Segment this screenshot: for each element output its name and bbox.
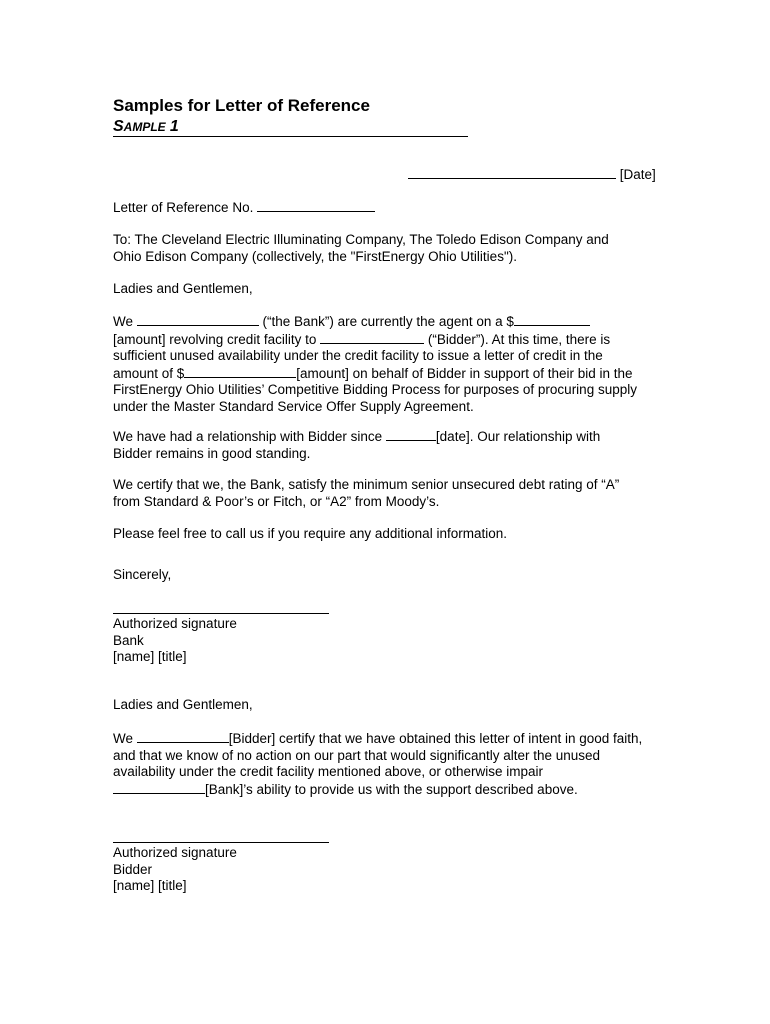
date-field: [Date] [408, 166, 656, 183]
salutation-bidder: Ladies and Gentlemen, [113, 697, 253, 712]
closing: Sincerely, [113, 567, 172, 582]
bidder-paragraph: We [Bidder] certify that we have obtained this letter of intent in good faith, and that we know of no action on our part that would significantly alter the unused availability under the credit facility mentioned above, or otherwise impair [Bank]’s ability to provide us with the support described above. [113, 731, 643, 797]
bidder-signature-line [113, 842, 329, 843]
bidder-signature-block: Authorized signature Bidder [name] [title] [113, 845, 237, 893]
addressee-block: To: The Cleveland Electric Illuminating Company, The Toledo Edison Company and Ohio Edison Company (collectively, the "FirstEnergy Ohio Utilities"). [113, 232, 609, 264]
reference-number-blank [257, 199, 375, 212]
rating-paragraph: We certify that we, the Bank, satisfy the minimum senior unsecured debt rating of “A” from Standard & Poor’s or Fitch, or “A2” from Moody’s. [113, 477, 620, 509]
relationship-paragraph: We have had a relationship with Bidder since [date]. Our relationship with Bidder remains in good standing. [113, 429, 601, 461]
sample-heading: SAMPLE 1 [113, 118, 179, 135]
bank-signature-block: Authorized signature Bank [name] [title] [113, 616, 237, 664]
salutation-bank: Ladies and Gentlemen, [113, 281, 253, 296]
date-blank [408, 166, 616, 179]
bank-paragraph: We (“the Bank”) are currently the agent on a $ [amount] revolving credit facility to (“Bidder”). At this time, there is sufficient unused availability under the credit facility to issue a letter of credit in the amount of $ [amount] on behalf of Bidder in support of their bid in the FirstEnergy Ohio Utilities’ Competitive Bidding Process for purposes of procuring supply under the Master Standard Service Offer Supply Agreement. [113, 314, 637, 414]
bank-signature-line [113, 613, 329, 614]
contact-paragraph: Please feel free to call us if you require any additional information. [113, 526, 507, 541]
reference-number-line: Letter of Reference No. [113, 199, 673, 217]
document-title: Samples for Letter of Reference [113, 96, 370, 115]
sample-heading-underline [113, 118, 468, 137]
